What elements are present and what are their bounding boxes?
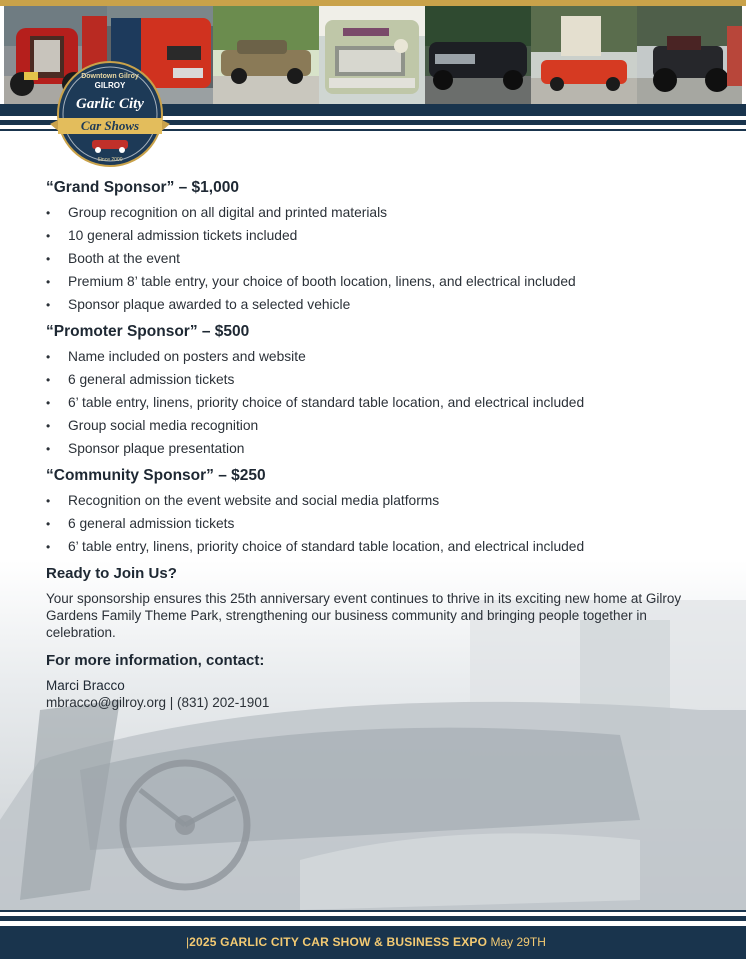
orange-convertible-photo xyxy=(531,6,637,104)
tier-grand-sponsor xyxy=(46,178,716,313)
list-item: • Sponsor plaque awarded to a selected vehicle xyxy=(46,297,351,312)
logo-since-text: Since 2000 xyxy=(97,157,123,163)
contact-phone[interactable]: (831) 202-1901 xyxy=(177,695,270,710)
footer xyxy=(0,910,746,959)
logo-banner-text: Car Shows xyxy=(80,118,140,133)
list-item: • 10 general admission tickets included xyxy=(46,228,298,243)
list-item: • 6 general admission tickets xyxy=(46,516,235,531)
list-item: • 6 general admission tickets xyxy=(46,372,235,387)
tier-title: “Community Sponsor” – $250 xyxy=(46,467,266,484)
list-item: • Sponsor plaque presentation xyxy=(46,441,245,456)
contact-details xyxy=(46,694,716,711)
black-hot-rod-photo xyxy=(637,6,742,104)
text-cursor: | xyxy=(186,935,190,949)
list-item: • 6’ table entry, linens, priority choice of standard table location, and electrical included xyxy=(46,395,585,410)
list-item: • Premium 8’ table entry, your choice of booth location, linens, and electrical included xyxy=(46,274,576,289)
contact-email[interactable]: mbracco@gilroy.org xyxy=(46,695,166,710)
garlic-city-car-shows-logo xyxy=(48,58,172,170)
list-item: • 6’ table entry, linens, priority choice of standard table location, and electrical included xyxy=(46,539,585,554)
footer-event-date: May 29TH xyxy=(487,935,546,949)
benefit-list xyxy=(46,205,716,313)
contact-name: Marci Bracco xyxy=(46,678,125,693)
benefit-list xyxy=(46,349,716,457)
black-muscle-car-photo xyxy=(425,6,531,104)
contact-heading: For more information, contact: xyxy=(46,652,265,669)
logo-top-text: Downtown Gilroy xyxy=(81,73,139,80)
tier-title: “Promoter Sponsor” – $500 xyxy=(46,323,250,340)
tier-promoter-sponsor xyxy=(46,322,716,457)
join-paragraph: Your sponsorship ensures this 25th anniversary event continues to thrive in its exciting new home at Gilroy Gardens Family Theme Park, strengthening our business community and bringing people together in celebration. xyxy=(46,591,682,640)
contact-separator: | xyxy=(166,695,178,710)
list-item: • Group social media recognition xyxy=(46,418,259,433)
tier-community-sponsor xyxy=(46,466,716,555)
sponsorship-content xyxy=(46,178,716,711)
tier-title: “Grand Sponsor” – $1,000 xyxy=(46,179,239,196)
gold-classic-car-photo xyxy=(213,6,319,104)
footer-event-text xyxy=(186,935,546,950)
list-item: • Group recognition on all digital and printed materials xyxy=(46,205,388,220)
list-item: • Recognition on the event website and social media platforms xyxy=(46,493,440,508)
green-pickup-truck-photo xyxy=(319,6,425,104)
benefit-list xyxy=(46,493,716,555)
list-item: • Booth at the event xyxy=(46,251,180,266)
logo-main-text: Garlic City xyxy=(76,96,144,112)
list-item: • Name included on posters and website xyxy=(46,349,306,364)
logo-mid-text: GILROY xyxy=(94,81,126,90)
join-heading: Ready to Join Us? xyxy=(46,565,177,582)
footer-event-name: 2025 GARLIC CITY CAR SHOW & BUSINESS EXPO xyxy=(189,935,488,949)
